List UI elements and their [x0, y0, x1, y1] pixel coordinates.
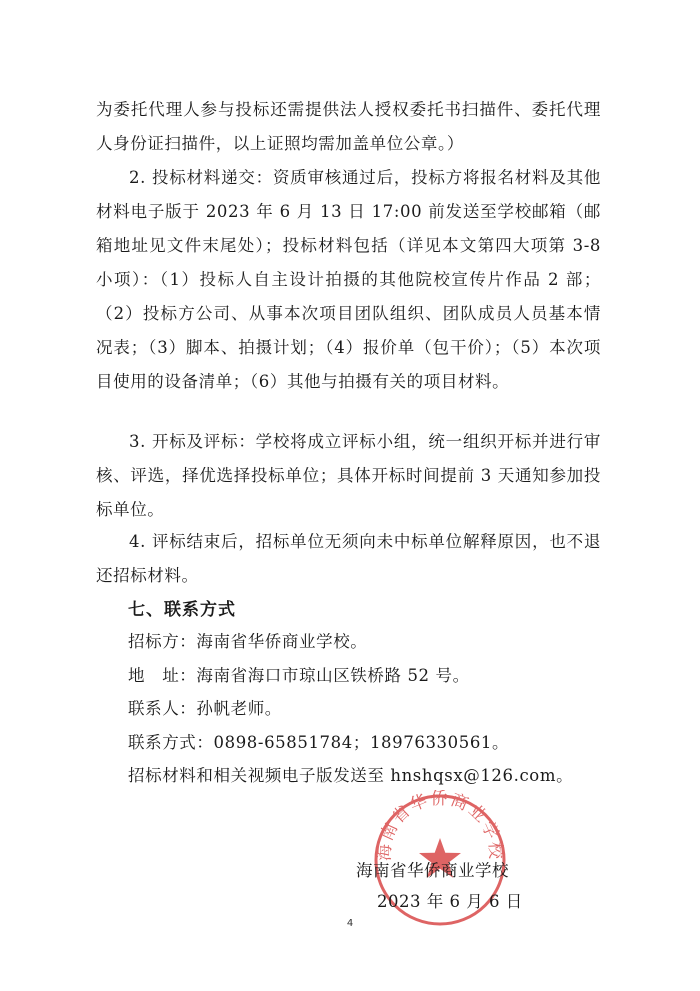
- signature-date: 2023 年 6 月 6 日: [377, 892, 523, 911]
- contact-person: 联系人：孙帆老师。: [128, 699, 282, 718]
- contact-email: 招标材料和相关视频电子版发送至 hnshqsx@126.com。: [128, 766, 574, 785]
- page-number: 4: [346, 918, 354, 929]
- contact-address: 地 址：海南省海口市琼山区铁桥路 52 号。: [128, 666, 470, 685]
- paragraph-evaluation-end: 4. 评标结束后，招标单位无须向未中标单位解释原因，也不退还招标材料。: [96, 532, 601, 585]
- section-heading-contact: 七、联系方式: [128, 600, 236, 620]
- seal-text: 海南省华侨商业学校: [374, 790, 506, 862]
- contact-tenderer: 招标方：海南省华侨商业学校。: [128, 632, 368, 651]
- paragraph-submission: 2. 投标材料递交：资质审核通过后，投标方将报名材料及其他材料电子版于 2023 年 6 月 13 日 17:00 前发送至学校邮箱（邮箱地址见文件末尾处）；投标材料包括（详见本文第四大项第 3-8 小项）：（1）投标人自主设计拍摄的其他院校宣传片作品 2 部；（2）投标方公司、从事本次项目团队组织、团队成员人员基本情况表；（3）脚本、拍摄计划；（4）报价单（包干价）；（5）本次项目使用的设备清单；（6）其他与拍摄有关的项目材料。: [96, 168, 601, 391]
- paragraph-bid-opening: 3. 开标及评标：学校将成立评标小组，统一组织开标并进行审核、评选，择优选择投标单位；具体开标时间提前 3 天通知参加投标单位。: [96, 432, 601, 519]
- signature-organization: 海南省华侨商业学校: [356, 861, 509, 880]
- contact-phone: 联系方式：0898-65851784；18976330561。: [128, 733, 510, 752]
- paragraph-continued: 为委托代理人参与投标还需提供法人授权委托书扫描件、委托代理人身份证扫描件，以上证照均需加盖单位公章。）: [96, 100, 601, 153]
